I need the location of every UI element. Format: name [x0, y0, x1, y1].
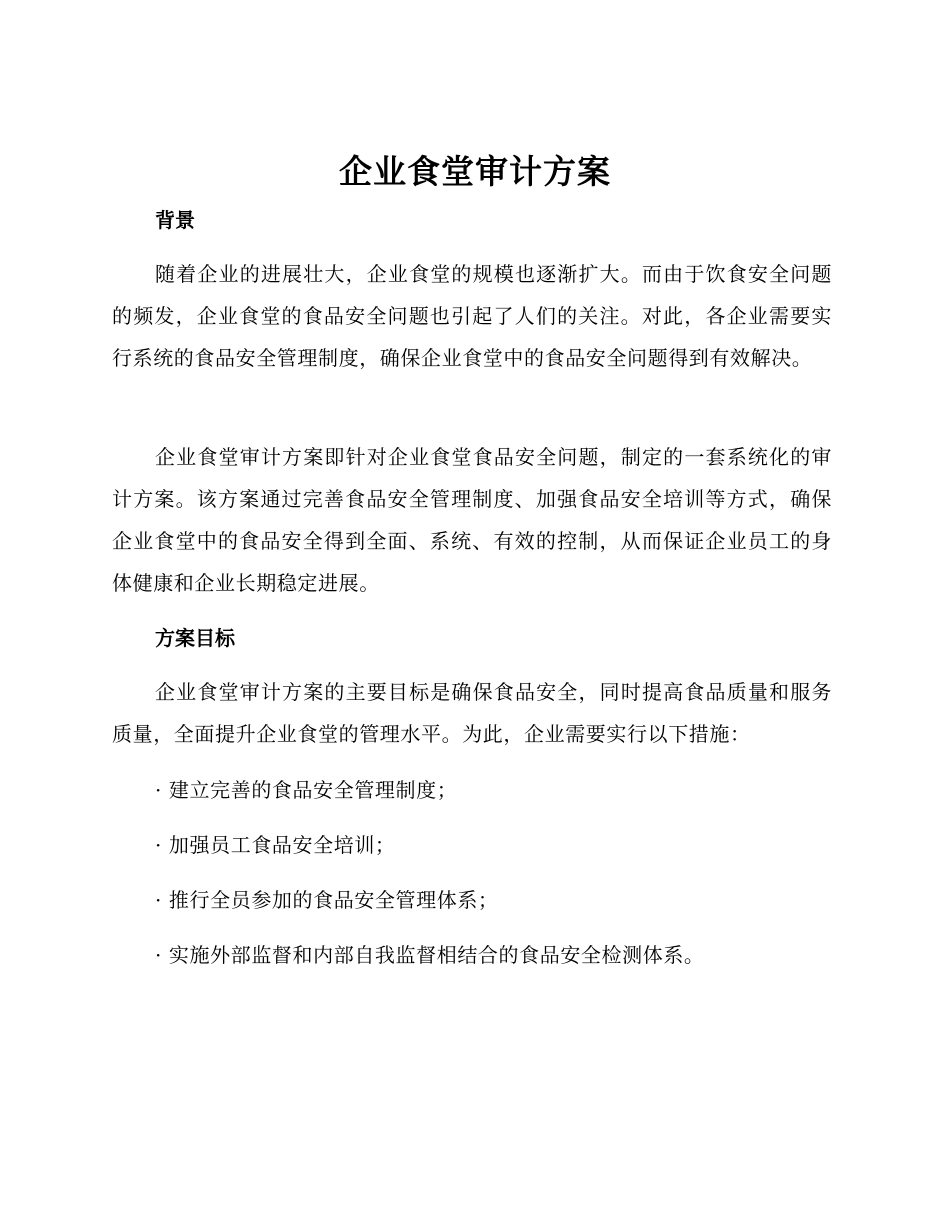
goal-bullet-3: · 推行全员参加的食品安全管理体系；	[155, 888, 499, 912]
document-title: 企业食堂审计方案	[339, 152, 611, 191]
goal-bullet-1: · 建立完善的食品安全管理制度；	[155, 778, 458, 802]
goal-bullet-2: · 加强员工食品安全培训；	[155, 833, 396, 857]
section-heading-background: 背景	[155, 208, 195, 232]
goal-bullet-4: · 实施外部监督和内部自我监督相结合的食品安全检测体系。	[155, 943, 705, 967]
background-paragraph-2: 企业食堂审计方案即针对企业食堂食品安全问题，制定的一套系统化的审计方案。该方案通过完善食品安全管理制度、加强食品安全培训等方式，确保企业食堂中的食品安全得到全面、系统、有效的控制，从而保证企业员工的身体健康和企业长期稳定进展。	[112, 445, 832, 595]
goals-paragraph-1: 企业食堂审计方案的主要目标是确保食品安全，同时提高食品质量和服务质量，全面提升企业食堂的管理水平。为此，企业需要实行以下措施：	[112, 680, 832, 746]
section-heading-goals: 方案目标	[155, 626, 235, 650]
background-paragraph-1: 随着企业的进展壮大，企业食堂的规模也逐渐扩大。而由于饮食安全问题的频发，企业食堂的食品安全问题也引起了人们的关注。对此，各企业需要实行系统的食品安全管理制度，确保企业食堂中的食品安全问题得到有效解决。	[112, 262, 832, 370]
